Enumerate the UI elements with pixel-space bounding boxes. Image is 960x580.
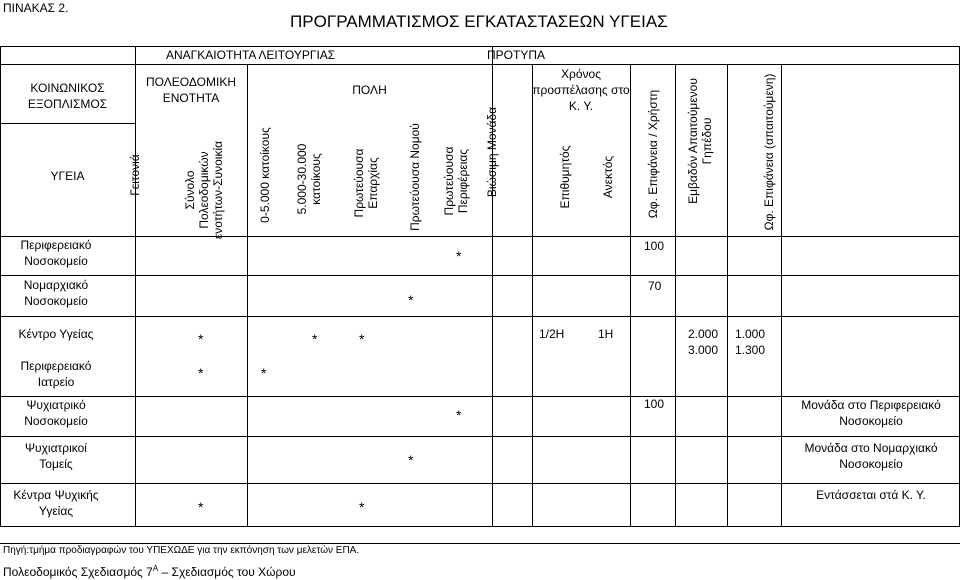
header-access-time: Χρόνος προσπέλασης στο Κ. Υ. xyxy=(532,67,630,113)
cell-star: * xyxy=(198,499,204,515)
header-health: ΥΓΕΙΑ xyxy=(50,169,85,183)
cell-desirable: 1/2Η xyxy=(539,327,565,341)
cell-star: * xyxy=(456,248,462,264)
cell-star: * xyxy=(359,331,365,347)
row-psychiatric-sectors-label: Ψυχιατρικοί Τομείς xyxy=(25,441,87,471)
col-prefecture-capital: Πρωτεύουσα Νομού xyxy=(408,123,422,231)
cell-note: Μονάδα στο Περιφερειακό Νοσοκομείο xyxy=(801,398,941,428)
cell-star: * xyxy=(359,499,365,515)
col-acceptable: Ανεκτός xyxy=(601,155,615,199)
col-urban-set: Σύνολο Πολεοδομικών ενοτήτων-Συνοικία xyxy=(183,140,225,240)
col-5000-30000: 5.000-30.000 κατοίκους xyxy=(295,143,323,215)
col-plot-area: Εμβαδόν Απαιτούμενου Γηπέδου xyxy=(686,78,714,204)
header-standards: ΠΡΟΤΥΠΑ xyxy=(487,48,546,62)
row-psychiatric-hospital-label: Ψυχιατρικό Νοσοκομείο xyxy=(24,398,88,428)
cell-star: * xyxy=(456,407,462,423)
col-required-area: Ωφ. Επιφάνεια (απαιτούμενη) xyxy=(762,73,776,231)
cell-note: Εντάσσεται στά Κ. Υ. xyxy=(816,488,926,502)
header-need-function: ΑΝΑΓΚΑΙΟΤΗΤΑ ΛΕΙΤΟΥΡΓΙΑΣ xyxy=(166,48,336,62)
col-desirable: Επιθυμητός xyxy=(558,145,572,209)
cell-star: * xyxy=(312,331,318,347)
source-note: Πηγή:τμήμα προδιαγραφών του ΥΠΕΧΩΔΕ για την εκπόνηση των μελετών ΕΠΑ. xyxy=(3,545,360,556)
cell-star: * xyxy=(408,292,414,308)
col-province-capital: Πρωτεύουσα Επαρχίας xyxy=(352,148,380,218)
row-mental-health-centers-label: Κέντρα Ψυχικής Υγείας xyxy=(13,488,99,518)
col-viable-unit: Βιώσιμη Μονάδα xyxy=(485,106,499,198)
cell-area-user: 100 xyxy=(644,239,665,253)
table-label: ΠΙΝΑΚΑΣ 2. xyxy=(3,1,69,15)
col-area-per-user: Ωφ. Επιφάνεια / Χρήστη xyxy=(646,89,660,219)
course-note: Πολεοδομικός Σχεδιασμός $7^A$ – Σχεδιασμός του Χώρου xyxy=(3,564,296,579)
row-prefecture-hospital-label: Νομαρχιακό Νοσοκομείο xyxy=(23,278,89,308)
cell-note: Μονάδα στο Νομαρχιακό Νοσοκομείο xyxy=(804,441,938,471)
cell-acceptable: 1Η xyxy=(598,327,614,341)
cell-area-user: 100 xyxy=(644,397,665,411)
row-health-center-label: Κέντρο Υγείας xyxy=(18,327,94,341)
header-social: ΚΟΙΝΩΝΙΚΟΣ ΕΞΟΠΛΙΣΜΟΣ xyxy=(27,81,108,111)
cell-star: * xyxy=(198,365,204,381)
header-city: ΠΟΛΗ xyxy=(352,83,387,97)
cell-area-user: 70 xyxy=(648,279,662,293)
header-urban-unit: ΠΟΛΕΟΔΟΜΙΚΗ ΕΝΟΤΗΤΑ xyxy=(146,75,236,105)
row-regional-hospital-label: Περιφερειακό Νοσοκομείο xyxy=(20,238,92,268)
page-title: ΠΡΟΓΡΑΜΜΑΤΙΣΜΟΣ ΕΓΚΑΤΑΣΤΑΣΕΩΝ ΥΓΕΙΑΣ xyxy=(290,12,668,31)
cell-required-area: 1.000 1.300 xyxy=(735,327,766,357)
cell-plot-area: 2.000 3.000 xyxy=(688,327,719,357)
row-regional-clinic-label: Περιφερειακό Ιατρείο xyxy=(20,359,92,389)
col-region-capital: Πρωτεύουσα Περιφέρειας xyxy=(442,146,470,216)
cell-star: * xyxy=(198,331,204,347)
cell-star: * xyxy=(408,452,414,468)
col-0-5000: 0-5.000 κατοίκους xyxy=(258,127,272,223)
cell-star: * xyxy=(261,365,267,381)
col-neighborhood: Γειτονιά xyxy=(128,154,142,196)
